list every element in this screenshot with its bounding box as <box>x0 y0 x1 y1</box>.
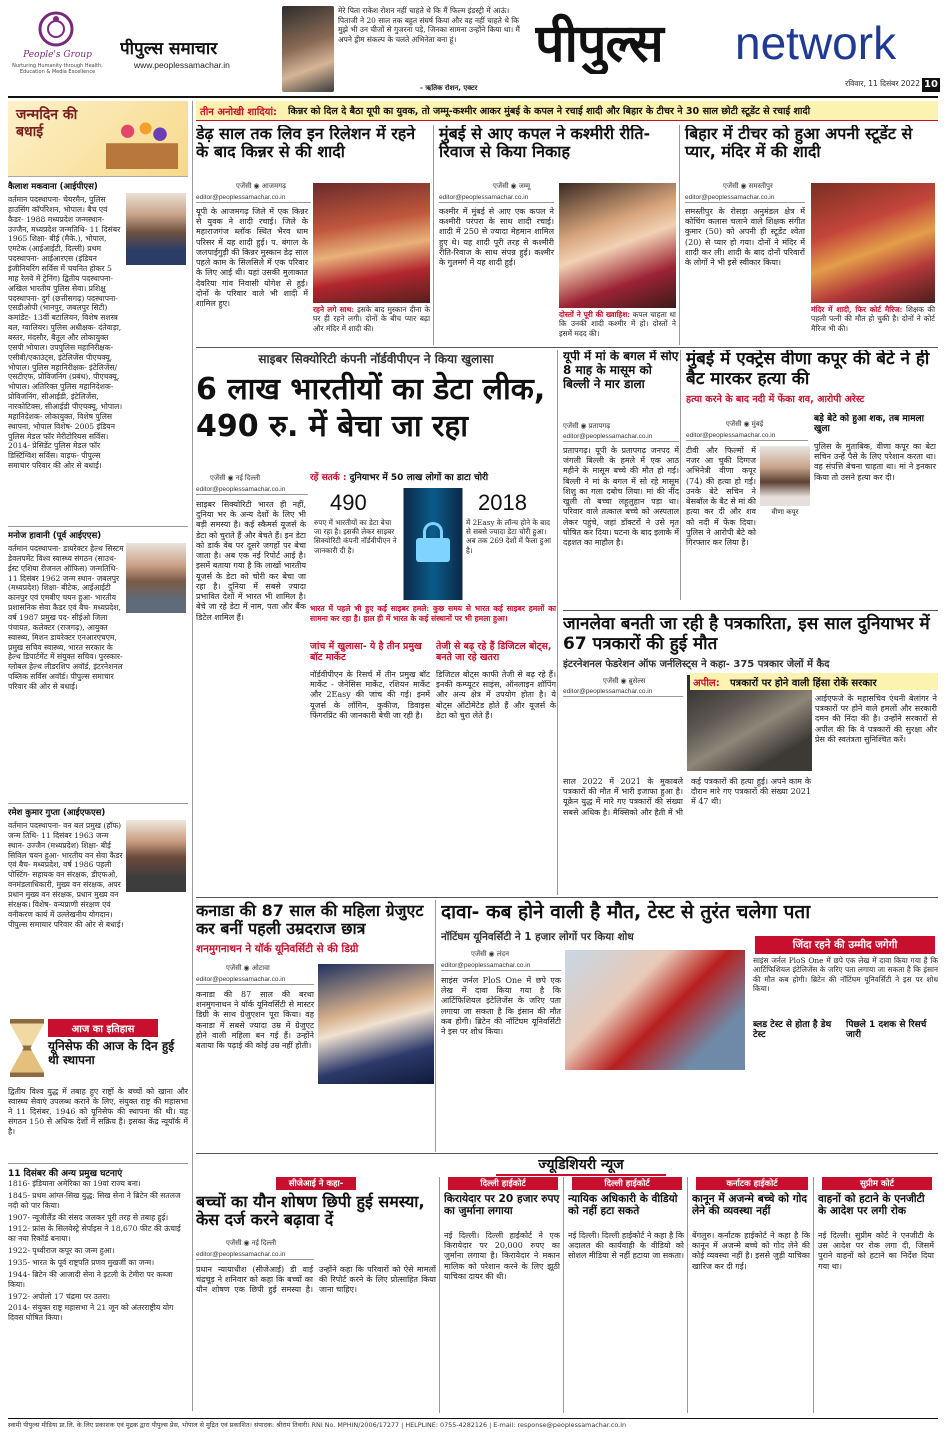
w3-caption-text: शिक्षक की पहली पत्नी की मौत हो चुकी है। दोनों ने कोर्ट मैरिज भी की। <box>811 305 935 333</box>
veena-byline: एजेंसी ◉ मुंबई <box>726 421 764 428</box>
judiciary-section <box>196 1155 938 1415</box>
j1-email: editor@peoplessamachar.co.in <box>196 1251 314 1260</box>
masthead <box>0 0 945 98</box>
quote-author: - ऋतिक रोशन, एक्टर <box>420 84 478 92</box>
w3-headline: बिहार में टीचर को हुआ अपनी स्टूडेंट से प्यार, मंदिर में की शादी <box>685 125 913 162</box>
baby-byline: एजेंसी ◉ प्रतापगढ़ <box>563 423 611 430</box>
cyber-sub2-body: डिजिटल बोट्स काफी तेजी से बढ़ रहे हैं। इनकी कम्प्यूटर साइंस, ऑनलाइन शॉपिंग और अन्य क्षेत्र में उपयोग होता है। ये बोट्स ऑटोमेटेड होते हैं और यूजर्स के डेटा को चुरा लेते हैं। <box>436 670 556 720</box>
death-sub: नॉटिंघम यूनिवर्सिटी ने 1 हजार लोगों पर किया शोध <box>441 931 634 943</box>
event-item: 2014- संयुक्त राष्ट्र महासभा ने 21 जून को अंतरराष्ट्रीय योग दिवस घोषित किया। <box>8 1303 174 1323</box>
page-number: 10 <box>922 78 940 92</box>
peoples-group-emblem-icon <box>36 10 76 48</box>
cyber-byline: एजेंसी ◉ नई दिल्ली <box>210 475 261 482</box>
w1-caption-text: इसके बाद मुस्कान दीना के घर ही रहने लगी। दोनों के बीच प्यार बढ़ा और मंदिर में शादी की। <box>313 305 430 333</box>
birthday-3-name: रमेश कुमार गुप्ता (आईएफएस) <box>8 808 106 818</box>
cyber-alert-text: दुनियाभर में 50 लाख लोगों का डाटा चोरी <box>349 473 489 483</box>
death-sub-b: पिछले 1 दशक से रिसर्च जारी <box>846 1020 927 1041</box>
divider-mid <box>196 897 938 898</box>
canada-story <box>196 900 436 1152</box>
cyber-kicker: साइबर सिक्योरिटी कंपनी नॉर्डवीपीएन ने किया खुलासा <box>258 352 494 366</box>
event-item: 1907- न्यूजीलैंड की संसद जलकर पूरी तरह से तबाह हुई। <box>8 1212 169 1222</box>
baby-headline: यूपी में मां के बगल में सोए 8 माह के मासूम को बिल्ली ने मार डाला <box>563 350 679 391</box>
birthday-3-details: वर्तमान पदस्थापना- वन बल प्रमुख (हॉफ) जन्म तिथि- 11 दिसंबर 1963 जन्म स्थान- उज्जैन (मध्यप्रदेश) शिक्षा- बीई सिविल चयन हुआ- भारतीय वन सेवा कैडर एवं बैच- मध्यप्रदेश, वर्ष 1986 पहली पोस्टिंग- सहायक वन संरक्षक, डीएफओ, वनमंडलाधिकारी, मुख्य वन संरक्षक, अपर प्रधान मुख्य वन संरक्षक, प्रधान मुख्य वन संरक्षक। विशेष- वन्यप्राणी संरक्षण एवं वनीकरण कार्य में उल्लेखनीय योगदान। पीपुल्स समाचार परिवार की ओर से बधाई। <box>8 821 124 929</box>
death-box-text: साइंस जर्नल PloS One में छपे एक लेख में दावा किया गया है कि आर्टिफिशियल इंटेलिजेंस के जरिए पता लगाया जा सकता है कि इंसान की मौत कब होगी। ब्रिटेन की नॉटिंघम यूनिवर्सिटी ने इस पर शोध किया। <box>753 956 938 994</box>
w2-caption-text: कपल चाहता था कि उनकी शादी कश्मीर में हो। दोस्तों ने इसमें मदद की। <box>559 310 676 338</box>
w3-email: editor@peoplessamachar.co.in <box>685 194 805 203</box>
birthday-2-name: मनोज हावानी (पूर्व आईएएस) <box>8 531 102 541</box>
events-title: 11 दिसंबर की अन्य प्रमुख घटनाएं <box>8 1163 188 1179</box>
strip-kicker: तीन अनोखी शादियां: <box>200 107 278 118</box>
j3-body: नई दिल्ली। दिल्ली हाईकोर्ट ने कहा है कि अदालत की कार्यवाही के वीडियो को सोशल मीडिया से नहीं हटाया जा सकता। <box>568 1231 684 1261</box>
w2-caption <box>559 310 676 338</box>
death-test-story <box>441 900 938 1152</box>
j2-headline: किरायेदार पर 20 हजार रुपए का जुर्माना लगाया <box>444 1193 560 1218</box>
j1-tag: सीजेआई ने कहा- <box>276 1177 356 1190</box>
veena-email: editor@peoplessamachar.co.in <box>686 432 808 441</box>
j1-headline: बच्चों का यौन शोषण छिपी हुई समस्या, केस दर्ज करने बढ़ावा दें <box>196 1192 425 1230</box>
canada-body: कनाडा की 87 साल की बरथा शनमुगनाथन ने यॉर्क यूनिवर्सिटी से मास्टर डिग्री के साथ ग्रेजुएशन पूरा किया। वह कनाडा में सबसे ज्यादा उम्र में ग्रेजुएट होने वाली महिला बन गई हैं। उन्होंने बताया कि पढ़ाई की कोई उम्र नहीं होती। <box>196 990 314 1051</box>
network-title <box>535 6 935 74</box>
journo-appeal-strip <box>690 673 938 690</box>
cyber-caption: भारत में पहले भी हुए कई साइबर हमले: कुछ समय से भारत कई साइबर हमलों का सामना कर रहा है। हाल ही में भारत के कई संस्थानों पर भी हमला हुआ। <box>310 604 556 623</box>
birthday-3 <box>8 803 188 1013</box>
event-item: 1922- पृथ्वीराज कपूर का जन्म हुआ। <box>8 1246 115 1256</box>
history-section <box>8 1019 190 1411</box>
j5-headline: वाहनों को हटाने के एनजीटी के आदेश पर लगी रोक <box>818 1193 925 1218</box>
baby-story <box>563 350 681 600</box>
death-body: साइंस जर्नल PloS One में छपे एक लेख में दावा किया गया है कि आर्टिफिशियल इंटेलिजेंस के जरिए पता लगाया जा सकता है कि इंसान की मौत कब होगी। ब्रिटेन की नॉटिंघम यूनिवर्सिटी ने इस पर शोध किया। <box>441 976 561 1037</box>
w1-caption-kicker: रहने लगे साथ: <box>313 305 355 314</box>
baby-email: editor@peoplessamachar.co.in <box>563 433 679 442</box>
birthday-1 <box>8 181 188 581</box>
judiciary-story-5 <box>818 1177 938 1413</box>
issue-date: रविवार, 11 दिसंबर 2022 <box>845 79 920 88</box>
veena-story <box>686 350 938 605</box>
appeal-kicker: अपील: <box>693 678 720 689</box>
veena-body: टीवी और फिल्मों में नजर आ चुकी दिग्गज अभिनेत्री वीणा कपूर (74) की हत्या हो गई। उनके बेटे सचिन ने बेसबॉल के बैट से मां की हत्या कर दी और शव को नदी में फेंक दिया। पुलिस ने आरोपी बेटे को गिरफ्तार कर लिया है। <box>686 446 756 548</box>
cyber-sub2-text-title: तेजी से बढ़ रहे हैं डिजिटल बोट्स, बनते जा रहे खतरा <box>436 641 552 663</box>
weddings-strip <box>196 101 938 121</box>
judiciary-title: ज्यूडिशियरी न्यूज <box>496 1155 666 1176</box>
cyber-stat-2: 2018 <box>478 490 527 515</box>
strip-text: किन्नर को दिल दे बैठा यूपी का युवक, तो जम्मू-कश्मीर आकर मुंबई के कपल ने रचाई शादी और बिहार के टीचर ने 30 साल छोटी स्टूडेंट से रचाई शादी <box>288 106 811 117</box>
cyber-stat-1-text: रुपए में भारतीयों का डेटा बेचा जा रहा है। इसकी लेकर साइबर सिक्योरिटी कंपनी नॉर्डवीपीएन ने जानकारी दी है। <box>314 518 397 555</box>
j1-body: प्रधान न्यायाधीश (सीजेआई) डी वाई चंद्रचूड़ ने शनिवार को कहा कि बच्चों का यौन शोषण एक छिपी हुई समस्या है। उन्होंने कहा कि परिवारों को ऐसे मामलों की रिपोर्ट करने के लिए प्रोत्साहित किया जाना चाहिए। <box>196 1265 436 1295</box>
canada-email: editor@peoplessamachar.co.in <box>196 976 314 985</box>
baby-body: प्रतापगढ़। यूपी के प्रतापगढ़ जनपद में जंगली बिल्ली के हमले में एक आठ महीने के मासूम बच्चे की मौत हो गई। बिल्ली ने मां के बगल में सो रहे मासूम शिशु का गला दबोच लिया। मां की नींद खुली तो बच्चा लहूलुहान पड़ा था। परिवार वाले तत्काल बच्चे को अस्पताल लेकर पहुंचे, जहां डॉक्टरों ने उसे मृत घोषित कर दिया। घटना के बाद इलाके में दहशत का माहौल है। <box>563 446 679 548</box>
j2-body: नई दिल्ली। दिल्ली हाईकोर्ट ने एक किरायेदार पर 20,000 रुपए का जुर्माना लगाया है। किरायेदार ने मकान मालिक को परेशान करने के लिए झूठी याचिका दायर की थी। <box>444 1231 560 1281</box>
birthday-1-photo <box>126 193 186 265</box>
j5-tag: सुप्रीम कोर्ट <box>822 1177 932 1190</box>
death-sub-a: ब्लड टेस्ट से होता है डेथ टेस्ट <box>753 1020 832 1041</box>
j4-tag: कर्नाटक हाईकोर्ट <box>696 1177 808 1190</box>
j4-body: बेंगलुरु। कर्नाटक हाईकोर्ट ने कहा है कि कानून में अजन्मे बच्चे को गोद लेने की कोई व्यवस्था नहीं है। इससे जुड़ी याचिका खारिज कर दी गई। <box>692 1231 810 1271</box>
paper-web: www.peoplessamachar.in <box>134 60 230 70</box>
canada-byline: एजेंसी ◉ ओटावा <box>226 965 270 972</box>
w1-headline: डेढ़ साल तक लिव इन रिलेशन में रहने के बाद किन्नर से की शादी <box>196 125 416 162</box>
events-list <box>8 1179 188 1325</box>
cyber-alert-kicker: रहें सतर्क : <box>310 473 347 483</box>
cyber-story <box>196 350 558 895</box>
network-latin: network <box>735 17 897 69</box>
cyber-email: editor@peoplessamachar.co.in <box>196 486 308 495</box>
event-item: 1816- इंडियाना अमेरिका का 19वां राज्य बना। <box>8 1179 141 1188</box>
veena-photo-label: वीणा कपूर <box>771 508 799 516</box>
cyber-alert <box>310 470 556 483</box>
footer-divider <box>8 1418 938 1419</box>
wedding-story-3 <box>683 125 938 345</box>
cyber-headline: 6 लाख भारतीयों का डेटा लीक, 490 रु. में बेचा जा रहा <box>196 372 546 444</box>
journo-byline: एजेंसी ◉ ब्रुसेल्स <box>603 678 646 685</box>
cyber-stat-1: 490 <box>330 490 367 515</box>
birthday-2 <box>8 526 188 766</box>
group-name: People's Group <box>23 50 92 60</box>
veena-side-body: पुलिस के मुताबिक, वीणा कपूर का बेटा सचिन उन्हें पैसे के लिए परेशान करता था। वह संपत्ति बेचना चाहता था। मां ने इनकार किया तो उसने हत्या कर दी। <box>814 442 936 482</box>
journo-body: साल 2022 में 2021 के मुकाबले पत्रकारों की मौत में भारी इजाफा हुआ है। यूक्रेन युद्ध में मारे गए पत्रकारों की संख्या सबसे अधिक है। मैक्सिको और हैती में भी कई पत्रकारों की हत्या हुई। अपने काम के दौरान मारे गए पत्रकारों की संख्या 2021 में 47 थी। <box>563 777 811 817</box>
j3-headline: न्यायिक अधिकारी के वीडियो को नहीं हटा सकते <box>568 1193 678 1218</box>
veena-photo <box>760 446 810 506</box>
event-item: 1944- ब्रिटेन की आजादी सेना ने इटली के टेमीरा पर कब्जा किया। <box>8 1269 173 1289</box>
cyber-sub1-text-title: जांच में खुलासा- ये है तीन प्रमुख बॉट मार्केट <box>310 641 422 663</box>
quote-body: मेरे पिता राकेश रोशन नहीं चाहते थे कि मैं फिल्म इंडस्ट्री में आऊं। पिताजी ने 20 साल तक बहुत संघर्ष किया और वह नहीं चाहते थे कि मुझे भी उन चीजों से गुजरना पड़े, जिनका सामना उन्होंने किया था। मैं अपने ड्रीम संकल्प के चलते अभिनेता बना हूं। <box>338 6 520 44</box>
cyber-sub2-title <box>436 642 556 664</box>
peoples-group-logo <box>10 10 105 94</box>
cyber-stat-2-text: में 2Easy के लॉन्च होने के बाद से सबसे ज्यादा डेटा चोरी हुआ। अब तक 269 देशों में फैला हुआ है। <box>466 518 551 555</box>
judiciary-story-3 <box>568 1177 688 1413</box>
event-item: 1912- फ्रांस के सिलवेस्ट्रे सेर्पाइस ने 18,670 फीट की ऊंचाई का नया रिकॉर्ड बनाया। <box>8 1224 181 1244</box>
group-tagline: Nurturing Humanity through Health, Education & Media Excellence <box>12 63 103 76</box>
gift-basket-icon <box>106 111 178 169</box>
appeal-body: आईएफजे के महासचिव एंथनी बेलांगर ने पत्रकारों पर होने वाले हमलों और सरकारी दमन की निंदा की है। उन्होंने सरकारों से अपील की कि वे पत्रकारों की सुरक्षा और प्रेस की स्वतंत्रता सुनिश्चित करें। <box>815 694 937 744</box>
appeal-title: पत्रकारों पर होने वाली हिंसा रोकें सरकार <box>730 678 877 689</box>
j1-byline: एजेंसी ◉ नई दिल्ली <box>226 1240 277 1247</box>
w1-photo <box>313 183 430 303</box>
veena-headline: मुंबई में एक्ट्रेस वीणा कपूर की बेटे ने ही बैट मारकर हत्या की <box>686 350 930 389</box>
hourglass-icon <box>10 1019 44 1077</box>
history-title: यूनिसेफ की आज के दिन हुई थी स्थापना <box>48 1039 175 1068</box>
cyber-graphic <box>310 488 556 600</box>
history-text: द्वितीय विश्व युद्ध में तबाह हुए राष्ट्रों के बच्चों को खाना और स्वास्थ्य सेवाएं उपलब्ध कराने के लिए, संयुक्त राष्ट्र की महासभा ने 11 दिसंबर, 1946 को यूनिसेफ की स्थापना की थी। यह संगठन 150 से अधिक देशों में सक्रिय है। इसका केंद्र न्यूयॉर्क में है। <box>8 1087 188 1136</box>
journo-headline: जानलेवा बनती जा रही है पत्रकारिता, इस साल दुनियाभर में 67 पत्रकारों की हुई मौत <box>563 614 930 654</box>
w1-body: यूपी के आजमगढ़ जिले में एक किन्नर से युवक ने शादी रचाई। जिले के महाराजगंज ब्लॉक स्थित भैरव धाम परिसर में यह शादी हुई। प. बंगाल के जलपाईगुड़ी की किन्नर मुस्कान डेढ़ साल पहले काम के सिलसिले में एक परिवार के लिए आई थी। यहां उसकी मुलाकात देवरिया गांव निवासी योगेश से हुई। दोनों के परिवार वाले भी शादी में शामिल हुए। <box>196 207 308 309</box>
event-item: 1935- भारत के पूर्व राष्ट्रपति प्रणव मुखर्जी का जन्म। <box>8 1258 155 1268</box>
j4-headline: कानून में अजन्मे बच्चे को गोद लेने की व्यवस्था नहीं <box>692 1193 808 1218</box>
w2-headline: मुंबई से आए कपल ने कश्मीरी रीति-रिवाज से किया निकाह <box>439 125 651 162</box>
j2-tag: दिल्ली हाईकोर्ट <box>448 1177 558 1190</box>
paper-name: पीपुल्स समाचार <box>120 39 218 59</box>
cyber-body: साइबर सिक्योरिटी भारत ही नहीं, दुनिया भर के अन्य देशों के लिए भी बड़ी समस्या है। कई स्कैमर्स यूजर्स के डेटा को चुराते हैं और बेचते हैं। इन डेटा को डार्क वेब पर दूसरे जगहों पर बेचा जाता है। अब एक नई रिपोर्ट आई है। इसमें बताया गया है कि लाखों भारतीय यूजर्स के डेटा को चोरी कर बेचा जा रहा है। दुनिया में सबसे ज्यादा प्रभावित देशों में भारत भी शामिल है। बेचे जा रहे डेटा में नाम, पता और बैंक डिटेल शामिल हैं। <box>196 500 306 622</box>
birthday-header <box>8 101 188 177</box>
death-email: editor@peoplessamachar.co.in <box>441 962 561 971</box>
death-box-body <box>753 956 938 1016</box>
birthday-title: जन्मदिन की बधाई <box>16 107 78 140</box>
j3-tag: दिल्ली हाईकोर्ट <box>572 1177 682 1190</box>
journo-sub: इंटरनेशनल फेडरेशन ऑफ जर्नलिस्ट्स ने कहा- 375 पत्रकार जेलों में कैद <box>563 659 830 670</box>
padlock-icon <box>416 522 450 562</box>
j5-body: नई दिल्ली। सुप्रीम कोर्ट ने एनजीटी के उस आदेश पर रोक लगा दी, जिसमें पुराने वाहनों को हटाने का निर्देश दिया गया था। <box>818 1231 934 1271</box>
cyber-sub1-title <box>310 642 430 664</box>
w1-caption <box>313 305 430 333</box>
cyber-sub1-body: नॉर्डवीपीएन के रिसर्च में तीन प्रमुख बॉट मार्केट - जेनेसिस मार्केट, रशियन मार्केट और 2Easy की जांच की गई। इनमें यूजर्स के लॉगिन, कुकीज, डिवाइस फिंगरप्रिंट की जानकारी बेची जा रही है। <box>310 670 430 720</box>
event-item: 1845- प्रथम आंग्ल-सिख युद्ध: सिख सेना ने ब्रिटेन की सतलज नदी को पार किया। <box>8 1190 181 1210</box>
w2-byline: एजेंसी ◉ जम्मू <box>493 183 531 190</box>
w2-photo <box>559 183 676 308</box>
w1-byline: एजेंसी ◉ आजमगढ़ <box>236 183 287 190</box>
w1-email: editor@peoplessamachar.co.in <box>196 194 311 203</box>
divider-judiciary <box>196 1153 938 1154</box>
birthday-3-photo <box>126 820 186 892</box>
birthday-2-photo <box>126 543 186 613</box>
veena-sub: हत्या करने के बाद नदी में फेंका शव, आरोपी अरेस्ट <box>686 394 865 405</box>
event-item: 1972- अपोलो 17 चंद्रमा पर उतरा। <box>8 1291 111 1301</box>
hrithik-photo <box>282 6 334 92</box>
judiciary-story-1 <box>196 1177 440 1413</box>
quote-text <box>338 6 526 84</box>
canada-photo <box>318 964 434 1084</box>
w3-caption <box>811 305 935 333</box>
veena-side-title: बड़े बेटे को हुआ शक, तब मामला खुला <box>814 414 924 435</box>
birthday-1-name: कैलाश मकवाना (आईपीएस) <box>8 182 98 192</box>
masthead-divider <box>8 96 938 98</box>
judiciary-story-2 <box>444 1177 564 1413</box>
footer-imprint: स्वामी पीपुल्स मीडिया प्रा.लि. के लिए प्रकाशक एवं मुद्रक द्वारा पीपुल्स प्रेस, भोपाल से मुद्रित एवं प्रकाशित। संपादक: श्रीराम तिवारी। RNI No. MPHIN/2006/17277 | HELPLINE: 0755-4282126 | E-mail: response@peoplessamachar.co.in <box>8 1421 627 1429</box>
judiciary-story-4 <box>692 1177 814 1413</box>
w2-body: कश्मीर में मुंबई से आए एक कपल ने कश्मीरी परंपरा के साथ शादी रचाई। शादी में 250 से ज्यादा मेहमान शामिल हुए थे। यह शादी पूरी तरह से कश्मीरी रीति-रिवाज के साथ संपन्न हुई। कश्मीर के गुलमर्ग में यह शादी हुई। <box>439 207 554 268</box>
left-column <box>8 101 193 1411</box>
network-hindi: पीपुल्स <box>535 14 663 74</box>
death-byline: एजेंसी ◉ लंदन <box>471 951 509 958</box>
w3-byline: एजेंसी ◉ समस्तीपुर <box>723 183 773 190</box>
birthday-1-details: वर्तमान पदस्थापना- चेयरमैन, पुलिस हाउसिंग कॉर्पोरेशन, भोपाल। बैच एवं कैडर- 1988 मध्यप्रदेश जन्मस्थान- उज्जैन, मध्यप्रदेश जन्मतिथि- 11 दिसंबर 1965 शिक्षा- बीई (मैके.), भोपाल, एमटेक (आईआईटी, दिल्ली) प्रथम पदस्थापना- आईआरएस (इंडियन इंजीनियरिंग सर्विस में चयनित होकर 5 माह रेलवे में ट्रेनिंग) द्वितीय पदस्थापना- अखिल भारतीय पुलिस सेवा। प्रशिक्षु पदस्थापना- दुर्ग (छत्तीसगढ़) पदस्थापना- एसडीओपी (भानपुर, जबलपुर सिटी) कमांडेंट- 13वीं बटालियन, विशेष सशस्त्र बल, ग्वालियर। पुलिस अधीक्षक- दंतेवाड़ा, बस्तर, मंदसौर, बैतूल और लोकायुक्त एसपी भोपाल। उपपुलिस महानिरीक्षक- एसीबी/एकाउंट्स, इंटेलिजेंस पीएचक्यू, भोपाल। पुलिस महानिरीक्षक- इंटेलिजेंस/एसटीएफ, प्रोविजनिंग (प्रबंध), पीएचक्यू, भोपाल। अतिरिक्त पुलिस महानिदेशक- प्रोविजनिंग, सीआईडी, इंटेलिजेंस, नारकोटिक्स, सीआईडी पीएचक्यू, भोपाल। महानिदेशक- लोकायुक्त, विशेष पुलिस स्थापना, भोपाल विशेष- 2005 इंडियन पुलिस मेडल फॉर मेरीटोरियस सर्विस। 2014- प्रेसिडेंट पुलिस मेडल फॉर डिस्टिंग्विश सर्विस। वाइफ- पीपुल्स समाचार परिवार की ओर से बधाई। <box>8 195 123 471</box>
death-photo <box>565 950 745 1070</box>
canada-sub: शनमुगनाथन ने यॉर्क यूनिवर्सिटी से की डिग्री <box>196 943 359 955</box>
birthday-2-details: वर्तमान पदस्थापना- डायरेक्टर हेल्थ सिस्टम डेवलपमेंट विश्व स्वास्थ्य संगठन (साउथ-ईस्ट एशिया रीजनल ऑफिस) जन्मतिथि- 11 दिसंबर 1962 जन्म स्थान- जबलपुर (मध्यप्रदेश) शिक्षा- बीटेक, आईआईटी कानपुर एवं एमबीए चयन हुआ- भारतीय प्रशासनिक सेवा कैडर एवं बैच- मध्यप्रदेश, वर्ष 1987 प्रमुख पद- सीईओ जिला पंचायत, कलेक्टर (राजगढ़), आयुक्त स्वास्थ्य, मिशन डायरेक्टर एनआरएचएम, प्रमुख सचिव स्वास्थ्य, भारत सरकार के हेल्थ डिपार्टमेंट में संयुक्त सचिव। पुरस्कार- ग्लोबल हेल्थ लीडरशिप अवॉर्ड, इंटरनेशनल पब्लिक सर्विस अवॉर्ड। पीपुल्स समाचार परिवार की ओर से बधाई। <box>8 544 124 692</box>
w2-email: editor@peoplessamachar.co.in <box>439 194 554 203</box>
w3-caption-kicker: मंदिर में शादी, फिर कोर्ट मैरिज: <box>811 305 903 314</box>
w3-body: समस्तीपुर के रोसड़ा अनुमंडल क्षेत्र में कोचिंग कलास चलाने वाले शिक्षक संगीत कुमार (50) को अपनी ही स्टूडेंट श्वेता (20) से प्यार हो गया। दोनों ने मंदिर में शादी कर ली। शादी के बाद दोनों परिवारों के लोगों ने भी इसे स्वीकार किया। <box>685 207 805 268</box>
wedding-story-2 <box>437 125 680 345</box>
death-headline: दावा- कब होने वाली है मौत, टेस्ट से तुरंत चलेगा पता <box>441 901 811 923</box>
history-label: आज का इतिहास <box>48 1019 158 1037</box>
death-box-title: जिंदा रहने की उम्मीद जगेगी <box>755 936 935 954</box>
canada-headline: कनाडा की 87 साल की महिला ग्रेजुएट कर बनीं पहली उम्रदराज छात्र <box>196 901 424 939</box>
w3-photo <box>811 183 935 303</box>
journo-email: editor@peoplessamachar.co.in <box>563 688 683 697</box>
wedding-story-1 <box>196 125 434 345</box>
divider-weddings <box>196 347 938 348</box>
w2-caption-kicker: दोस्तों ने पूरी की ख्वाहिश: <box>559 310 630 319</box>
